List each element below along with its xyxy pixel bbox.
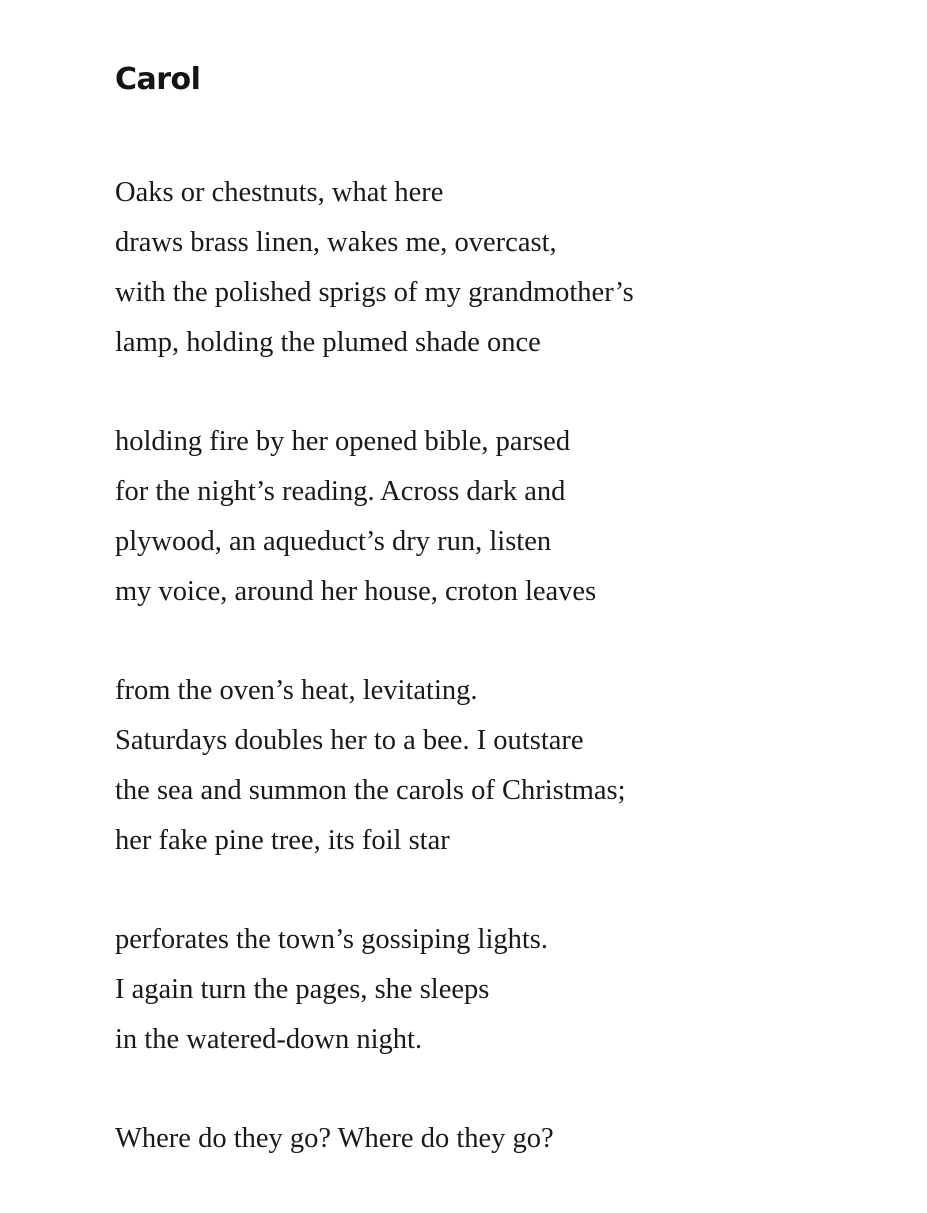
poem-line: with the polished sprigs of my grandmother’s <box>115 277 634 308</box>
poem-line: Where do they go? Where do they go? <box>115 1123 554 1154</box>
stanza-1 <box>115 168 634 368</box>
poem-line: Oaks or chestnuts, what here <box>115 177 444 208</box>
poem-line: holding fire by her opened bible, parsed <box>115 426 571 457</box>
stanza-2 <box>115 417 634 617</box>
poem-line: from the oven’s heat, levitating. <box>115 675 478 706</box>
poem-line: lamp, holding the plumed shade once <box>115 327 541 358</box>
poem-line: I again turn the pages, she sleeps <box>115 974 490 1005</box>
poem-line: plywood, an aqueduct’s dry run, listen <box>115 526 552 557</box>
stanza-4 <box>115 915 634 1065</box>
poem-line: for the night’s reading. Across dark and <box>115 476 566 507</box>
stanza-3 <box>115 666 634 866</box>
poem-body <box>115 168 634 1213</box>
poem-line: draws brass linen, wakes me, overcast, <box>115 227 557 258</box>
poem-line: the sea and summon the carols of Christmas; <box>115 775 626 806</box>
poem-line: my voice, around her house, croton leaves <box>115 576 597 607</box>
poem-line: Saturdays doubles her to a bee. I outstare <box>115 725 584 756</box>
poem-line: perforates the town’s gossiping lights. <box>115 924 548 955</box>
poem-line: her fake pine tree, its foil star <box>115 825 450 856</box>
poem-title: Carol <box>115 62 201 97</box>
poem-line: in the watered-down night. <box>115 1024 423 1055</box>
stanza-5 <box>115 1114 634 1164</box>
